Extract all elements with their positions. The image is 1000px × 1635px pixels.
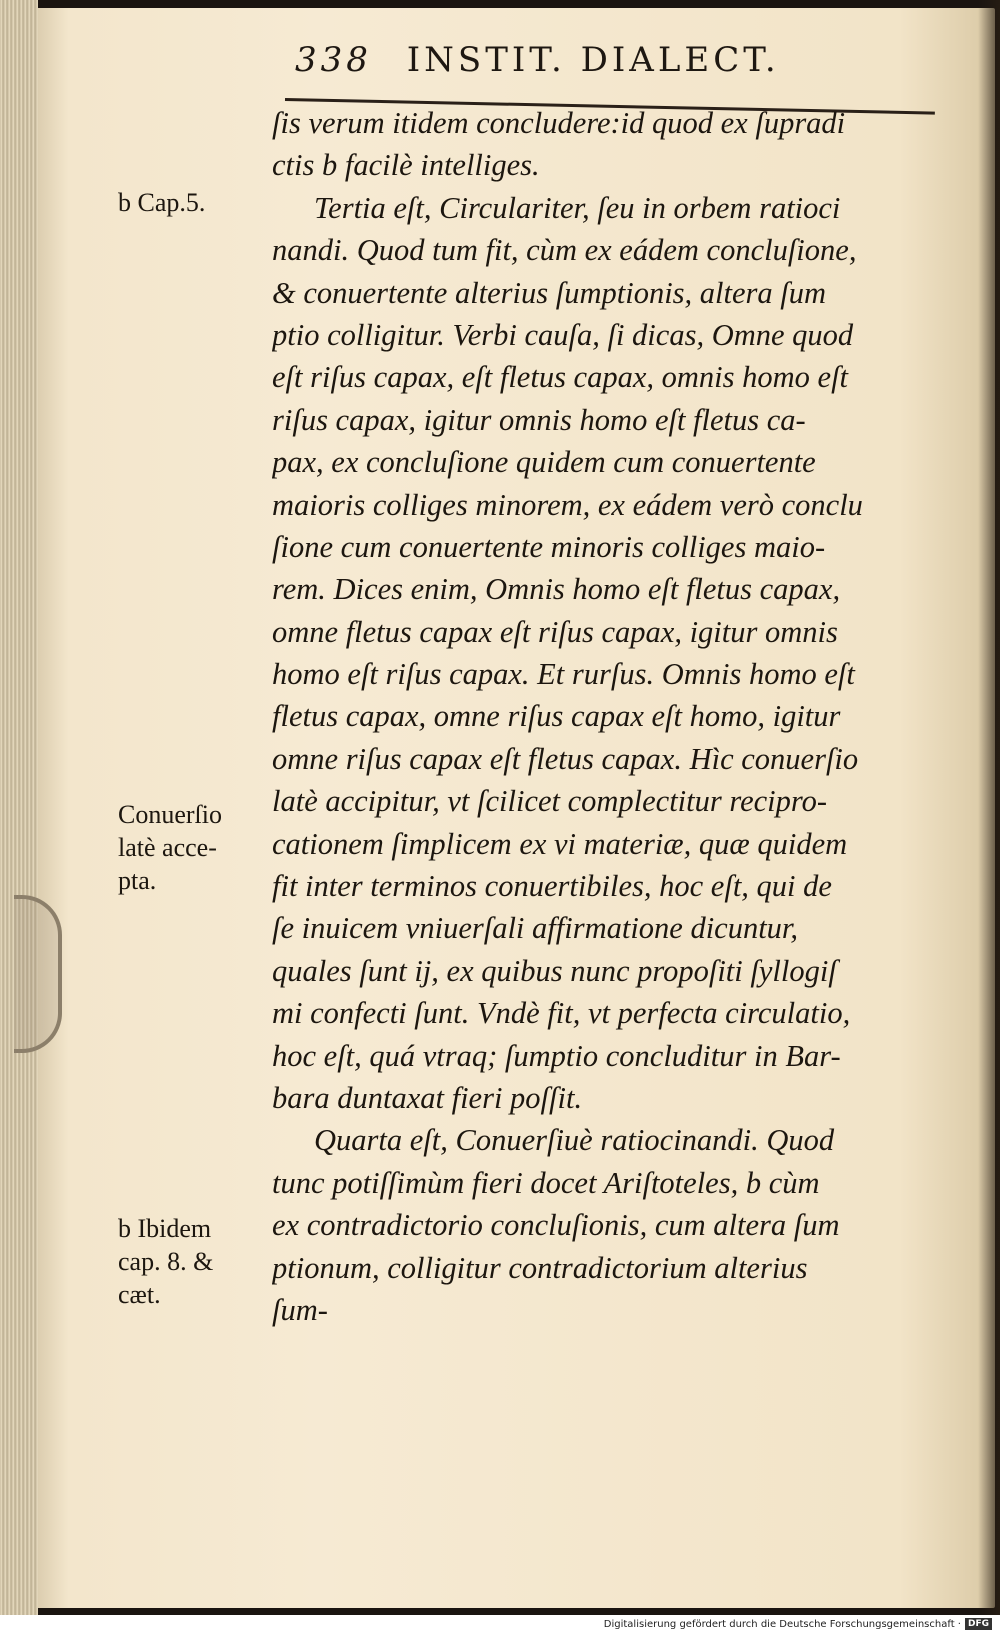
digitization-footer [0,1615,1000,1635]
page-number: 338 [295,40,372,80]
margin-note-text: pta. [118,866,157,895]
footer-credit: Digitalisierung gefördert durch die Deutsche Forschungsgemeinschaft · [603,1619,961,1630]
margin-note-text: cæt. [118,1280,161,1309]
text-line: riſus capax, igitur omnis homo eſt fletus ca- [272,402,806,437]
text-line: bara duntaxat fieri poſſit. [272,1080,583,1115]
margin-note-text: cap. 8. & [118,1247,214,1276]
running-title: INSTIT. DIALECT. [406,40,780,80]
text-line: tunc potiſſimùm fieri docet Ariſtoteles, b cùm [272,1165,820,1200]
body-text [272,102,942,1331]
text-line: latè accipitur, vt ſcilicet complectitur recipro- [272,784,828,819]
text-line: ſe inuicem vniuerſali affirmatione dicuntur, [272,911,799,946]
text-line: fletus capax, omne riſus capax eſt homo, igitur [272,699,841,734]
text-line: ſum- [272,1292,328,1327]
text-line: fit inter terminos conuertibiles, hoc eſt, qui de [272,869,832,904]
margin-note-cap5 [118,186,268,219]
page-edges [0,0,38,1615]
text-line: homo eſt riſus capax. Et rurſus. Omnis homo eſt [272,657,855,692]
margin-note-conuersio [118,798,268,897]
text-line: ſione cum conuertente minoris colliges maio- [272,529,826,564]
text-line: Tertia eſt, Circulariter, ſeu in orbem ratioci [314,190,841,225]
margin-note-text: b Cap.5. [118,188,206,217]
book-clasp [14,895,62,1053]
text-line: mi confecti ſunt. Vndè fit, vt perfecta circulatio, [272,996,851,1031]
text-line: ptio colligitur. Verbi cauſa, ſi dicas, Omne quod [272,317,854,352]
text-line: ſis verum itidem concludere:id quod ex ſupradi [272,106,846,140]
text-line: ctis b facilè intelliges. [272,148,540,183]
text-line: rem. Dices enim, Omnis homo eſt fletus capax, [272,572,841,607]
margin-note-text: latè acce- [118,833,217,862]
running-header [295,40,895,100]
margin-note-ibidem [118,1212,268,1311]
text-line: quales ſunt ij, ex quibus nunc propoſiti ſyllogiſ [272,953,837,988]
margin-note-text: b Ibidem [118,1214,212,1243]
text-line: hoc eſt, quá vtraq; ſumptio concluditur in Bar- [272,1038,841,1073]
text-line: ptionum, colligitur contradictorium alterius [272,1250,808,1285]
spine-shadow [978,0,1000,1615]
text-line: Quarta eſt, Conuerſiuè ratiocinandi. Quod [314,1123,835,1158]
text-line: omne fletus capax eſt riſus capax, igitur omnis [272,614,838,649]
text-line: cationem ſimplicem ex vi materiæ, quæ quidem [272,826,848,861]
text-line: nandi. Quod tum fit, cùm ex eádem concluſione, [272,233,857,268]
text-line: ex contradictorio concluſionis, cum altera ſum [272,1208,840,1243]
text-line: omne riſus capax eſt fletus capax. Hìc conuerſio [272,741,859,776]
margin-note-text: Conuerſio [118,800,222,829]
text-line: eſt riſus capax, eſt fletus capax, omnis homo eſt [272,360,849,395]
text-line: pax, ex concluſione quidem cum conuertente [272,445,816,480]
dfg-logo: DFG [965,1618,992,1630]
text-line: maioris colliges minorem, ex eádem verò conclu [272,487,863,522]
text-line: & conuertente alterius ſumptionis, altera ſum [272,275,827,310]
